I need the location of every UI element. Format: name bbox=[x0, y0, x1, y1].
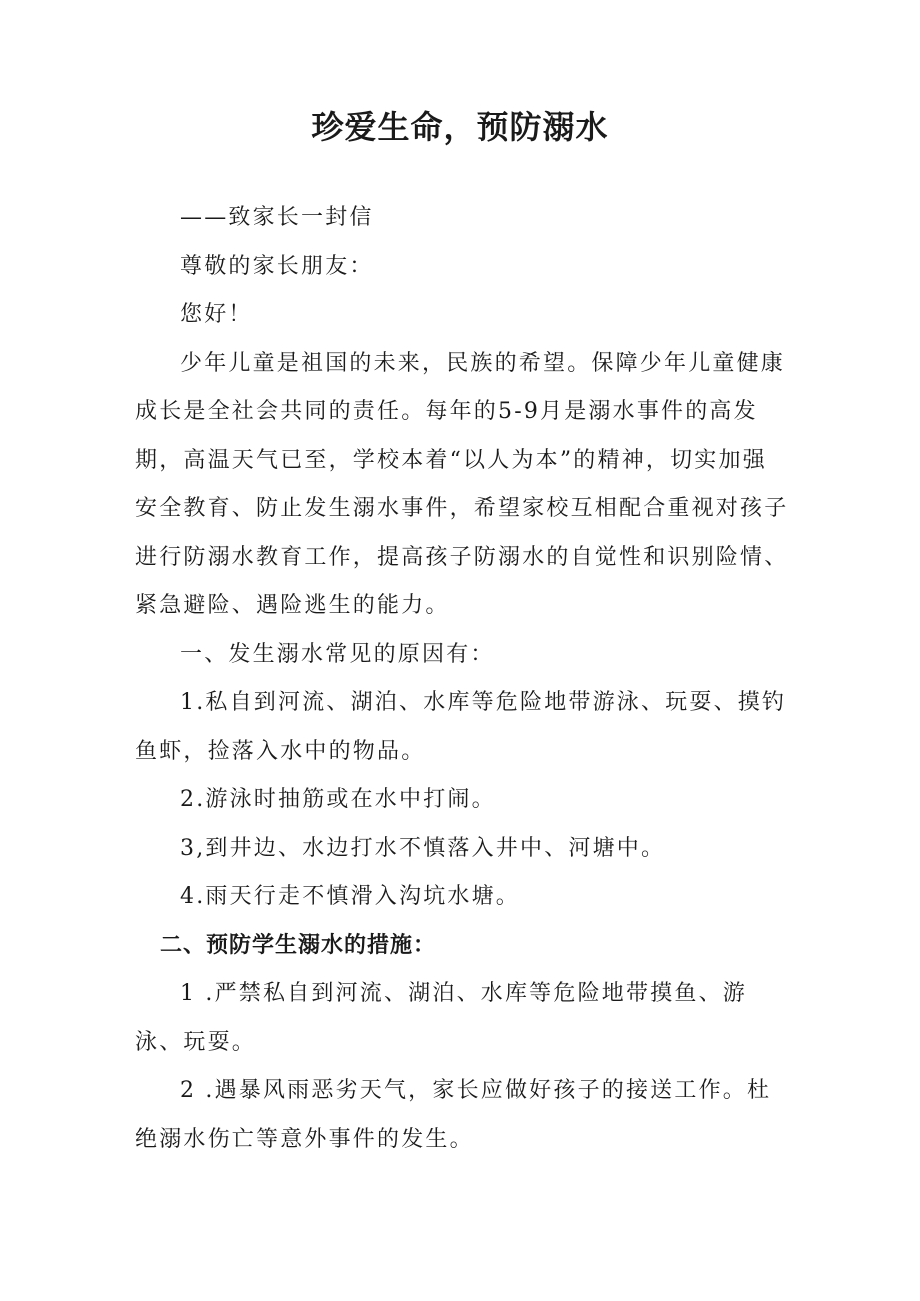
section-2-item: 2 .遇暴风雨恶劣天气，家长应做好孩子的接送工作。杜绝溺水伤亡等意外事件的发生。 bbox=[135, 1078, 772, 1152]
section-1-item: 4.雨天行走不慎滑入沟坑水塘。 bbox=[180, 884, 520, 909]
letter-salutation: 尊敬的家长朋友： bbox=[180, 253, 374, 279]
section-1-heading: 一、发生溺水常见的原因有： bbox=[180, 641, 495, 667]
section-1-item: 1.私自到河流、湖泊、水库等危险地带游泳、玩耍、摸钓鱼虾，捡落入水中的物品。 bbox=[135, 690, 787, 764]
section-1-item: 2.游泳时抽筋或在水中打闹。 bbox=[180, 787, 496, 812]
letter-subtitle: ——致家长一封信 bbox=[180, 205, 374, 230]
intro-paragraph: 少年儿童是祖国的未来，民族的希望。保障少年儿童健康成长是全社会共同的责任。每年的5-9月是溺水事件的高发期，高温天气已至，学校本着“以人为本”的精神，切实加强安全教育、防止发生溺水事件，希望家校互相配合重视对孩子进行防溺水教育工作，提高孩子防溺水的自觉性和识别险情、紧急避险、遇险逃生的能力。 bbox=[135, 350, 789, 618]
section-2-item: 1 .严禁私自到河流、湖泊、水库等危险地带摸鱼、游泳、玩耍。 bbox=[135, 981, 747, 1055]
section-2-heading: 二、预防学生溺水的措施： bbox=[160, 932, 437, 958]
document-body bbox=[135, 194, 791, 1164]
document-title: 珍爱生命，预防溺水 bbox=[311, 108, 609, 146]
section-1-item: 3,到井边、水边打水不慎落入井中、河塘中。 bbox=[180, 835, 666, 861]
letter-greeting: 您好！ bbox=[180, 302, 253, 327]
